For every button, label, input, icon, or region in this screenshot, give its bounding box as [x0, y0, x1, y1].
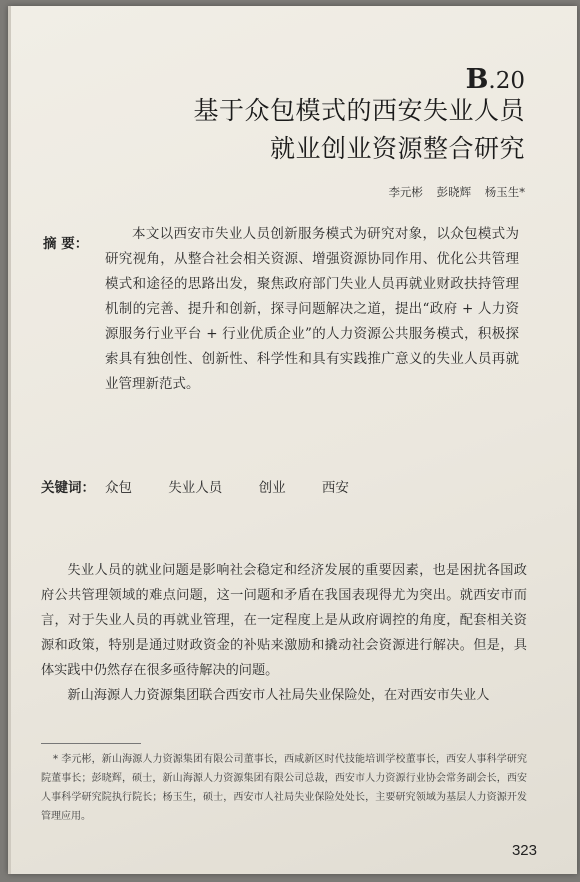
book-page: [8, 6, 577, 874]
title-line-1: 基于众包模式的西安失业人员: [193, 96, 525, 125]
body-text: [41, 558, 527, 708]
authors: 李元彬 彭晓辉 杨玉生*: [388, 185, 525, 199]
keyword: 众包: [105, 480, 132, 496]
keyword: 创业: [258, 480, 286, 496]
abstract-label: 摘 要：: [43, 236, 89, 252]
body-paragraph-2: 新山海源人力资源集团联合西安市人社局失业保险处，在对西安市失业人: [67, 688, 490, 703]
chapter-number: [466, 64, 525, 95]
article-title: [193, 92, 525, 168]
title-line-2: 就业创业资源整合研究: [269, 134, 525, 163]
body-paragraph-1: 失业人员的就业问题是影响社会稳定和经济发展的重要因素，也是困扰各国政府公共管理领域的难点问题，这一问题和矛盾在我国表现得尤为突出。就西安市而言，对于失业人员的再就业管理，在一定程度上是从政府调控的角度，配套相关资源和政策，特别是通过财政资金的补贴来激励和撬动社会资源进行解决。但是，具体实践中仍然存在很多亟待解决的问题。: [41, 563, 527, 678]
chapter-digits: .20: [488, 68, 525, 94]
footnote: * 李元彬，新山海源人力资源集团有限公司董事长，西咸新区时代技能培训学校董事长，西安人事科学研究院董事长；彭晓辉，硕士，新山海源人力资源集团有限公司总裁，西安市人力资源行业协会常务副会长，西安人事科学研究院执行院长；杨玉生，硕士，西安市人社局失业保险处处长，主要研究领域为基层人力资源开发管理应用。: [41, 754, 527, 822]
page-number: 323: [511, 842, 537, 859]
chapter-letter: B: [465, 64, 489, 95]
keywords-list: [105, 476, 367, 496]
keyword: 失业人员: [168, 480, 223, 496]
footnote-divider: [41, 743, 141, 744]
abstract-text: 本文以西安市失业人员创新服务模式为研究对象，以众包模式为研究视角，从整合社会相关资源、增强资源协同作用、优化公共管理模式和途径的思路出发，聚焦政府部门失业人员再就业财政扶持管理机制的完善、提升和创新，探寻问题解决之道，提出“政府 + 人力资源服务行业平台 + 行业优质企业”的人力资源公共服务模式，积极探索具有独创性、创新性、科学性和具有实践推广意义的失业人员再就业管理新范式。: [105, 226, 519, 392]
keywords-label: 关键词：: [41, 480, 95, 496]
keyword: 西安: [321, 480, 349, 496]
